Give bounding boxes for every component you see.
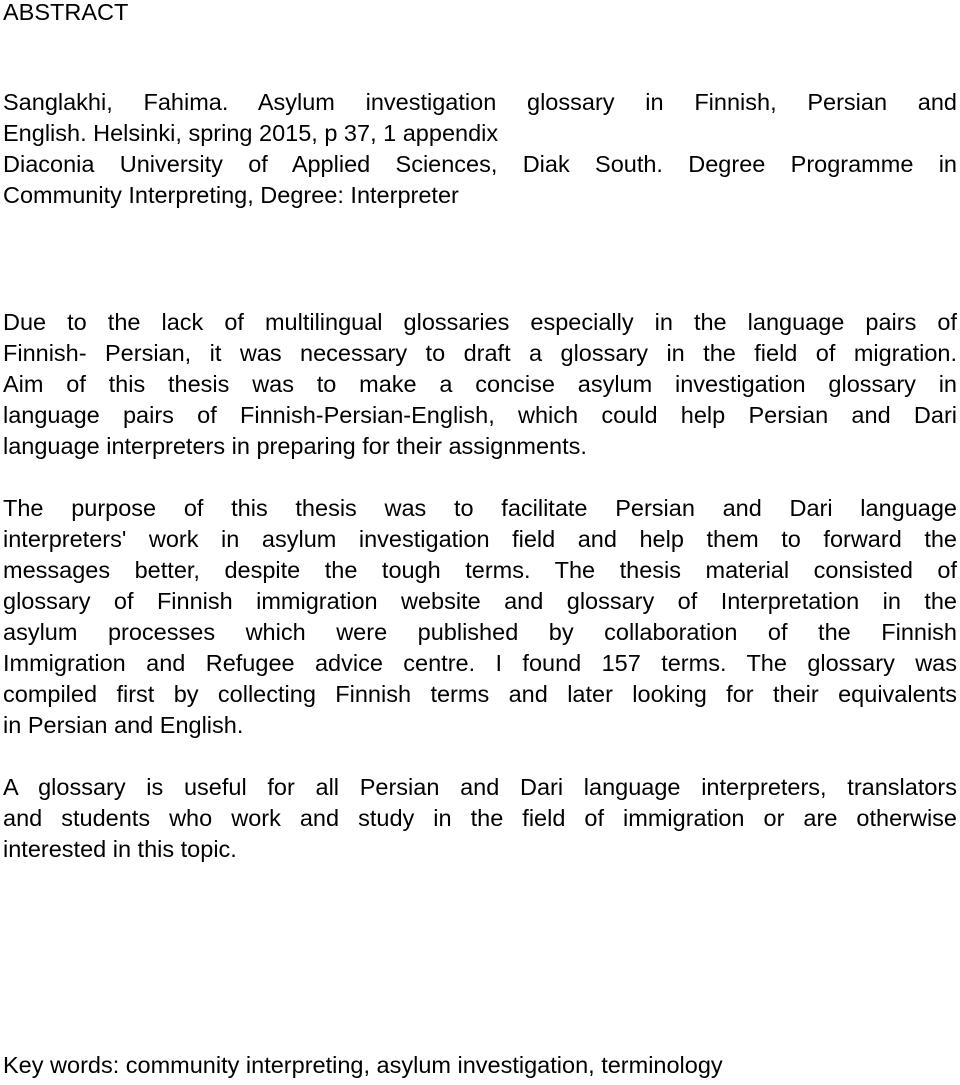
abstract-paragraph-2	[3, 493, 957, 741]
citation-line: Sanglakhi, Fahima. Asylum investigation glossary in Finnish, Persian and	[3, 89, 957, 115]
paragraph-line: and students who work and study in the field of immigration or are otherwise	[3, 805, 957, 831]
paragraph-line: asylum processes which were published by collaboration of the Finnish	[3, 619, 957, 645]
paragraph-line: language pairs of Finnish-Persian-English, which could help Persian and Dari	[3, 402, 957, 428]
paragraph-line: messages better, despite the tough terms. The thesis material consisted of	[3, 557, 957, 583]
abstract-paragraph-3	[3, 772, 957, 865]
citation-line: English. Helsinki, spring 2015, p 37, 1 appendix	[3, 120, 499, 146]
paragraph-line: interpreters' work in asylum investigation field and help them to forward the	[3, 526, 957, 552]
paragraph-line: interested in this topic.	[3, 836, 237, 862]
keywords-text: Key words: community interpreting, asylum investigation, terminology	[3, 1052, 723, 1078]
citation-line: Community Interpreting, Degree: Interpreter	[3, 182, 459, 208]
keywords-line	[3, 1050, 957, 1081]
heading-text: ABSTRACT	[3, 0, 129, 25]
abstract-heading	[3, 0, 957, 28]
paragraph-line: glossary of Finnish immigration website and glossary of Interpretation in the	[3, 588, 957, 614]
citation-line: Diaconia University of Applied Sciences, Diak South. Degree Programme in	[3, 151, 957, 177]
paragraph-line: The purpose of this thesis was to facilitate Persian and Dari language	[3, 495, 957, 521]
citation-block	[3, 87, 957, 211]
paragraph-line: Immigration and Refugee advice centre. I found 157 terms. The glossary was	[3, 650, 957, 676]
paragraph-line: Finnish- Persian, it was necessary to draft a glossary in the field of migration.	[3, 340, 957, 366]
paragraph-line: language interpreters in preparing for their assignments.	[3, 433, 587, 459]
paragraph-line: Due to the lack of multilingual glossaries especially in the language pairs of	[3, 309, 957, 335]
paragraph-line: Aim of this thesis was to make a concise asylum investigation glossary in	[3, 371, 957, 397]
abstract-paragraph-1	[3, 307, 957, 462]
paragraph-line: in Persian and English.	[3, 712, 244, 738]
paragraph-line: A glossary is useful for all Persian and Dari language interpreters, translators	[3, 774, 957, 800]
paragraph-line: compiled first by collecting Finnish terms and later looking for their equivalents	[3, 681, 957, 707]
